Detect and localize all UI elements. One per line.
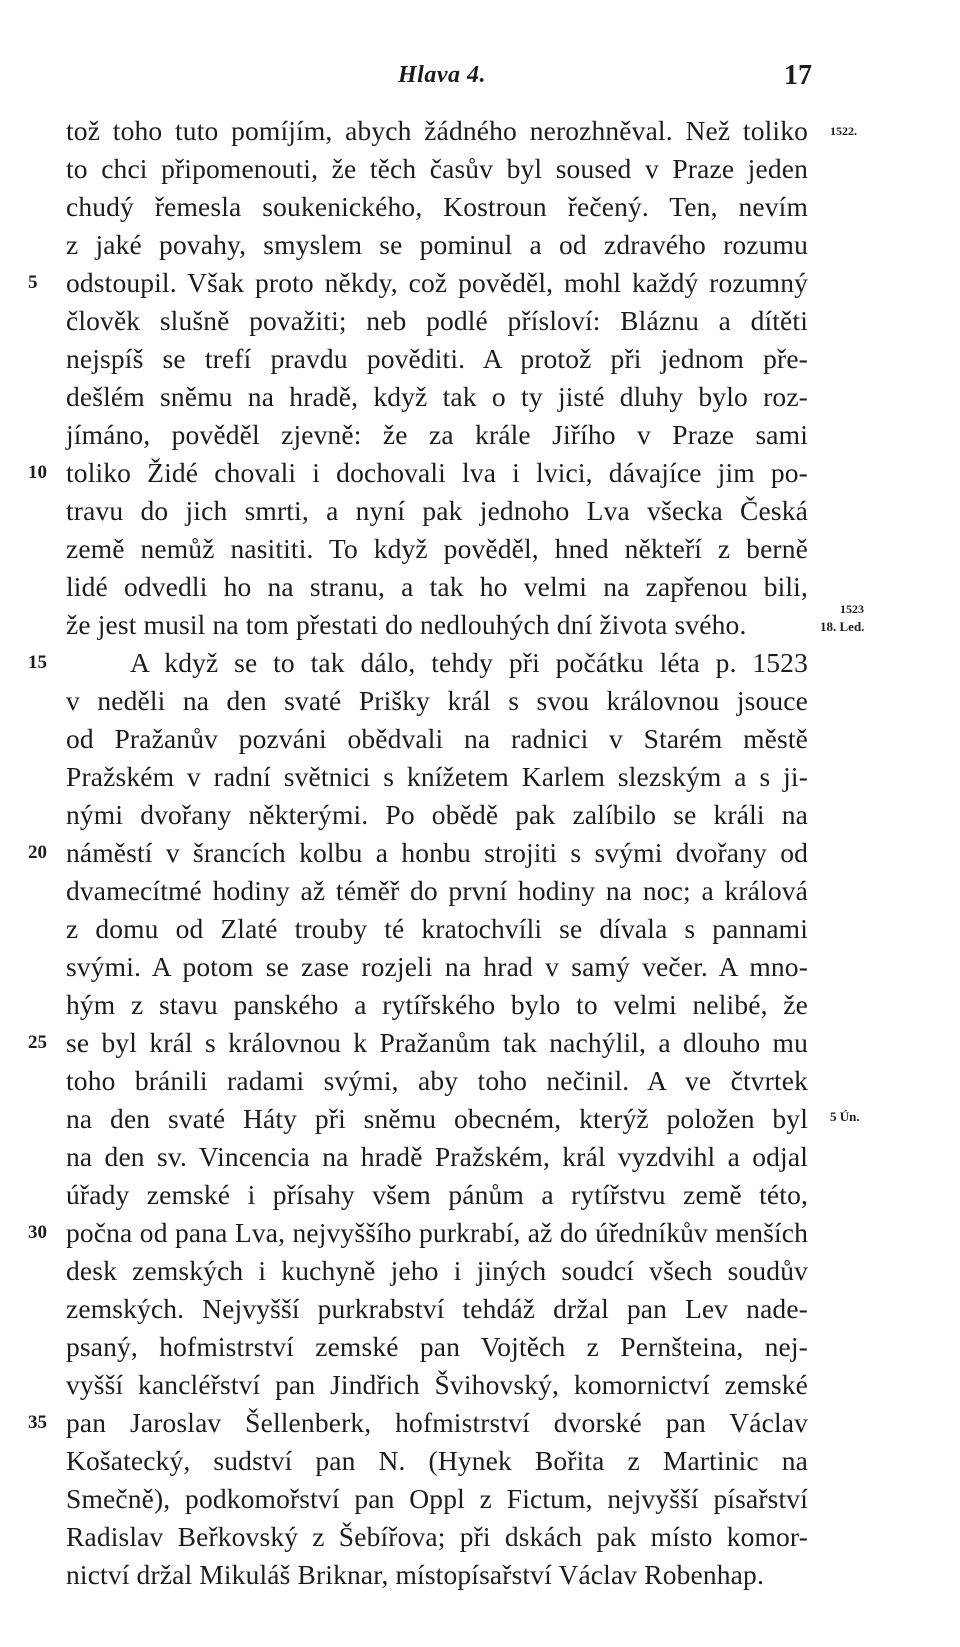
text-line: hým z stavu panského a rytířského bylo to velmi nelibé, že: [66, 989, 808, 1020]
text-line: toliko Židé chovali i dochovali lva i lvici, dávajíce jim po-: [66, 457, 808, 488]
text-line: odstoupil. Však proto někdy, což pověděl, mohl každý rozumný: [66, 267, 808, 298]
text-line: země nemůž nasititi. To když pověděl, hned někteří z berně: [66, 533, 808, 564]
text-line: člověk slušně považiti; neb podlé přísloví: Bláznu a dítěti: [66, 305, 808, 336]
text-line: se byl král s královnou k Pražanům tak nachýlil, a dlouho mu: [66, 1027, 808, 1058]
margin-note-date: 5 Ún.: [830, 1109, 860, 1124]
text-line: z domu od Zlaté trouby té kratochvíli se dívala s pannami: [66, 913, 808, 944]
text-line: od Pražanův pozváni obědvali na radnici v Starém městě: [66, 723, 808, 754]
text-line: že jest musil na tom přestati do nedlouhých dní života svého.: [66, 609, 747, 640]
line-number: 5: [28, 272, 38, 293]
text-line: počna od pana Lva, nejvyššího purkrabí, až do úředníkův menších: [66, 1217, 808, 1248]
line-number: 25: [28, 1032, 47, 1053]
line-number: 10: [28, 462, 47, 483]
text-line: tož toho tuto pomíjím, abych žádného nerozhněval. Než toliko: [66, 115, 808, 146]
text-line: dešlém sněmu na hradě, když tak o ty jisté dluhy bylo roz-: [66, 381, 808, 412]
text-line: nými dvořany některými. Po obědě pak zalíbilo se králi na: [66, 799, 808, 830]
text-line: na den svaté Háty při sněmu obecném, kterýž položen byl: [66, 1103, 808, 1134]
text-line: v neděli na den svaté Prišky král s svou královnou jsouce: [66, 685, 808, 716]
text-line: náměstí v šrancích kolbu a honbu strojiti s svými dvořany od: [66, 837, 808, 868]
margin-note-year: 1523: [840, 602, 864, 616]
text-line: z jaké povahy, smyslem se pominul a od zdravého rozumu: [66, 229, 808, 260]
text-line: nictví držal Mikuláš Briknar, místopísařství Václav Robenhap.: [66, 1559, 764, 1590]
text-line: zemských. Nejvyšší purkrabství tehdáž držal pan Lev nade-: [66, 1293, 808, 1324]
line-number: 15: [28, 652, 47, 673]
text-line: Smečně), podkomořství pan Oppl z Fictum, nejvyšší písařství: [66, 1483, 808, 1514]
line-number: 35: [28, 1412, 47, 1433]
line-number: 20: [28, 842, 47, 863]
text-line: svými. A potom se zase rozjeli na hrad v samý večer. A mno-: [66, 951, 808, 982]
text-line: travu do jich smrti, a nyní pak jednoho Lva všecka Česká: [66, 495, 808, 526]
line-number: 30: [28, 1222, 47, 1243]
text-line: desk zemských i kuchyně jeho i jiných soudcí všech soudův: [66, 1255, 808, 1286]
text-line: toho bránili radami svými, aby toho nečinil. A ve čtvrtek: [66, 1065, 808, 1096]
text-line: úřady zemské i přísahy všem pánům a rytířstvu země této,: [66, 1179, 808, 1210]
text-line: na den sv. Vincencia na hradě Pražském, král vyzdvihl a odjal: [66, 1141, 808, 1172]
text-line: Radislav Beřkovský z Šebířova; při dskách pak místo komor-: [66, 1521, 808, 1552]
text-line: Pražském v radní světnici s knížetem Karlem slezským a s ji-: [66, 761, 808, 792]
text-line: to chci připomenouti, že těch časův byl soused v Praze jeden: [66, 153, 808, 184]
text-line: vyšší kancléřství pan Jindřich Švihovský, komornictví zemské: [66, 1369, 808, 1400]
text-line: jímáno, pověděl zjevně: že za krále Jiřího v Praze sami: [66, 419, 808, 450]
text-line: Košatecký, sudství pan N. (Hynek Bořita z Martinic na: [66, 1445, 808, 1476]
text-line: psaný, hofmistrství zemské pan Vojtěch z Pernšteina, nej-: [66, 1331, 808, 1362]
margin-note-year: 1522.: [830, 124, 857, 138]
text-line: chudý řemesla soukenického, Kostroun řečený. Ten, nevím: [66, 191, 808, 222]
text-line: lidé odvedli ho na stranu, a tak ho velmi na zapřenou bili,: [66, 571, 808, 602]
margin-note-date: 18. Led.: [820, 619, 865, 634]
text-line: nejspíš se trefí pravdu pověditi. A protož při jednom pře-: [66, 343, 808, 374]
running-head-title: Hlava 4.: [398, 62, 486, 88]
text-line: A když se to tak dálo, tehdy při počátku léta p. 1523: [130, 647, 808, 678]
text-line: dvamecítmé hodiny až téměř do první hodiny na noc; a králová: [66, 875, 808, 906]
text-line: pan Jaroslav Šellenberk, hofmistrství dvorské pan Václav: [66, 1407, 808, 1438]
page-number: 17: [784, 60, 812, 91]
